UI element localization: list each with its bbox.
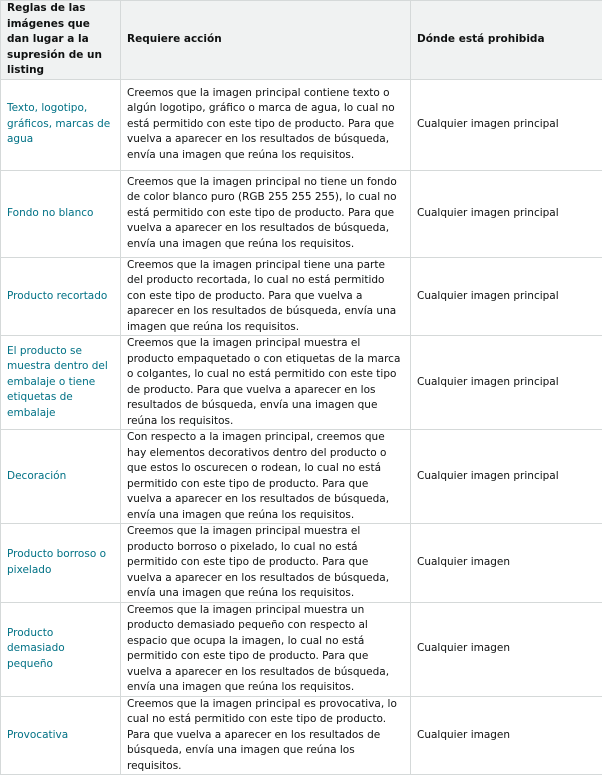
header-where: Dónde está prohibida bbox=[411, 1, 602, 80]
where-cell: Cualquier imagen principal bbox=[411, 170, 602, 257]
where-cell: Cualquier imagen principal bbox=[411, 336, 602, 430]
action-cell: Creemos que la imagen principal no tiene un fondo de color blanco puro (RGB 255 255 255), lo cual no está permitido con este tipo de producto. Para que vuelva a aparecer en los resultados de búsqueda, envía una imagen que reúna los requisitos. bbox=[121, 170, 411, 257]
action-cell: Creemos que la imagen principal muestra el producto borroso o pixelado, lo cual no está permitido con este tipo de producto. Para que vuelva a aparecer en los resultados de búsqueda, envía una imagen que reúna los requisitos. bbox=[121, 524, 411, 603]
action-cell: Con respecto a la imagen principal, creemos que hay elementos decorativos dentro del producto o que estos lo oscurecen o rodean, lo cual no está permitido con este tipo de producto. Para que vuelva a aparecer en los resultados de búsqueda, envía una imagen que reúna los requisitos. bbox=[121, 430, 411, 524]
rule-cell: Producto recortado bbox=[1, 257, 121, 336]
table-row bbox=[1, 696, 602, 775]
table-row bbox=[1, 79, 602, 170]
rule-cell: Fondo no blanco bbox=[1, 170, 121, 257]
rule-cell: El producto se muestra dentro del embalaje o tiene etiquetas de embalaje bbox=[1, 336, 121, 430]
rule-cell: Texto, logotipo, gráficos, marcas de agua bbox=[1, 79, 121, 170]
where-cell: Cualquier imagen bbox=[411, 524, 602, 603]
action-cell: Creemos que la imagen principal es provocativa, lo cual no está permitido con este tipo de producto. Para que vuelva a aparecer en los resultados de búsqueda, envía una imagen que reúna los requisitos. bbox=[121, 696, 411, 775]
table-row bbox=[1, 602, 602, 696]
table-row bbox=[1, 430, 602, 524]
action-cell: Creemos que la imagen principal muestra el producto empaquetado o con etiquetas de la marca o colgantes, lo cual no está permitido con este tipo de producto. Para que vuelva a aparecer en los resultados de búsqueda, envía una imagen que reúna los requisitos. bbox=[121, 336, 411, 430]
where-cell: Cualquier imagen bbox=[411, 602, 602, 696]
action-cell: Creemos que la imagen principal tiene una parte del producto recortada, lo cual no está permitido con este tipo de producto. Para que vuelva a aparecer en los resultados de búsqueda, envía una imagen que reúna los requisitos. bbox=[121, 257, 411, 336]
table-body bbox=[1, 79, 602, 775]
table-row bbox=[1, 336, 602, 430]
rule-cell: Decoración bbox=[1, 430, 121, 524]
table-row bbox=[1, 257, 602, 336]
header-row bbox=[1, 1, 602, 80]
table-row bbox=[1, 170, 602, 257]
where-cell: Cualquier imagen bbox=[411, 696, 602, 775]
rule-cell: Provocativa bbox=[1, 696, 121, 775]
table-header bbox=[1, 1, 602, 80]
action-cell: Creemos que la imagen principal muestra un producto demasiado pequeño con respecto al espacio que ocupa la imagen, lo cual no está permitido con este tipo de producto. Para que vuelva a aparecer en los resultados de búsqueda, envía una imagen que reúna los requisitos. bbox=[121, 602, 411, 696]
action-cell: Creemos que la imagen principal contiene texto o algún logotipo, gráfico o marca de agua, lo cual no está permitido con este tipo de producto. Para que vuelva a aparecer en los resultados de búsqueda, envía una imagen que reúna los requisitos. bbox=[121, 79, 411, 170]
header-action: Requiere acción bbox=[121, 1, 411, 80]
table-row bbox=[1, 524, 602, 603]
where-cell: Cualquier imagen principal bbox=[411, 430, 602, 524]
where-cell: Cualquier imagen principal bbox=[411, 79, 602, 170]
where-cell: Cualquier imagen principal bbox=[411, 257, 602, 336]
header-rule: Reglas de las imágenes que dan lugar a la supresión de un listing bbox=[1, 1, 121, 80]
rule-cell: Producto demasiado pequeño bbox=[1, 602, 121, 696]
rule-cell: Producto borroso o pixelado bbox=[1, 524, 121, 603]
